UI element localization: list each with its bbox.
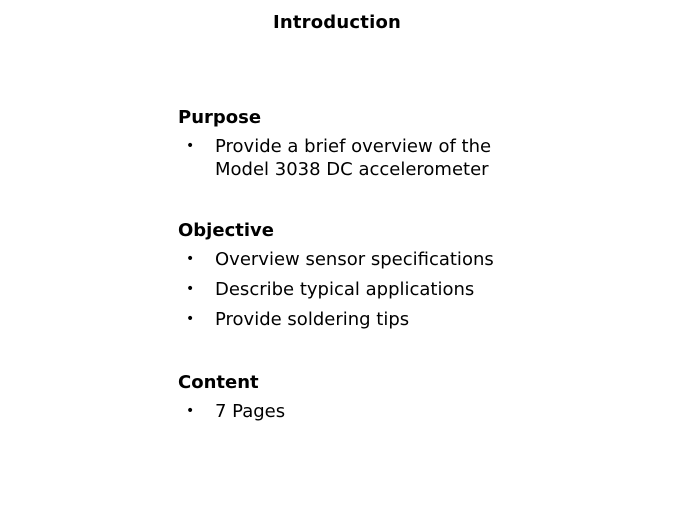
bullet-item <box>178 400 578 423</box>
slide-title: Introduction <box>272 12 402 33</box>
bullet-text: Overview sensor specifications <box>215 249 494 270</box>
bullet-list-purpose <box>178 135 578 181</box>
bullet-item <box>178 248 578 271</box>
section-heading-purpose: Purpose <box>178 107 262 128</box>
section-purpose <box>178 107 578 188</box>
bullet-item <box>178 135 578 181</box>
bullet-text: Describe typical applications <box>215 279 475 300</box>
section-objective <box>178 220 578 338</box>
bullet-text-line: Model 3038 DC accelerometer <box>215 159 489 180</box>
bullet-item <box>178 278 578 301</box>
section-heading-objective: Objective <box>178 220 274 241</box>
bullet-text: Provide soldering tips <box>215 309 410 330</box>
bullet-list-content <box>178 400 578 423</box>
bullet-icon: • <box>186 251 195 267</box>
bullet-icon: • <box>186 311 195 327</box>
section-heading-content: Content <box>178 372 259 393</box>
bullet-icon: • <box>186 138 195 154</box>
bullet-item <box>178 308 578 331</box>
bullet-icon: • <box>186 403 195 419</box>
section-content <box>178 372 578 430</box>
bullet-list-objective <box>178 248 578 331</box>
bullet-icon: • <box>186 281 195 297</box>
bullet-text-line: Provide a brief overview of the <box>215 136 492 157</box>
bullet-text: 7 Pages <box>215 401 286 422</box>
